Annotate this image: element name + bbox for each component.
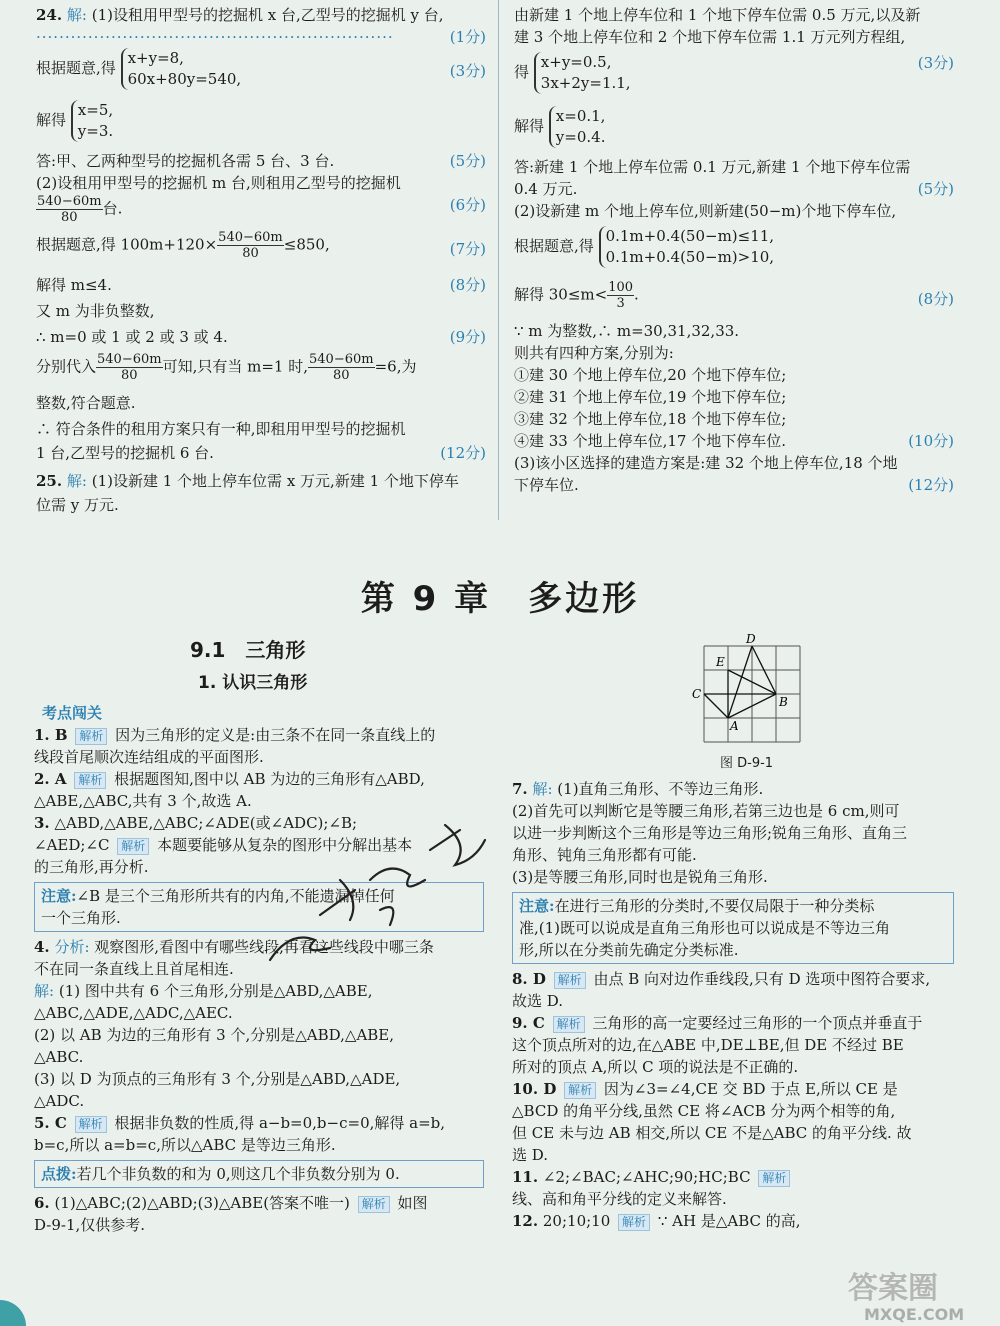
- q25-text: (3)该小区选择的建造方案是:建 32 个地上停车位,18 个地: [514, 454, 898, 472]
- equation: 3x+2y=1.1,: [540, 74, 631, 92]
- q24-answer-1: [36, 150, 486, 172]
- answer-24-column: [36, 4, 486, 516]
- column-divider: [498, 0, 499, 520]
- q25-r2: [514, 26, 954, 48]
- q24-text: 解得 m≤4.: [36, 276, 112, 294]
- q7-text: (2)首先可以判断它是等腰三角形,若第三边也是 6 cm,则可: [512, 802, 900, 820]
- denominator: 80: [333, 368, 350, 383]
- q11: [512, 1166, 954, 1188]
- q24-score: (1分): [449, 28, 486, 46]
- q7-line-3: [512, 822, 954, 844]
- q25-label: 解得: [514, 117, 545, 135]
- q3-text: 本题要能够从复杂的图形中分解出基本: [157, 836, 413, 854]
- q24-system-1: [36, 48, 486, 94]
- note-text: ∠B 是三个三角形所共有的内角,不能遗漏掉任何: [76, 887, 395, 905]
- q5-text: b=c,所以 a=b=c,所以△ABC 是等边三角形.: [34, 1136, 336, 1154]
- q24-score-row: [36, 26, 486, 48]
- numerator: 100: [608, 280, 634, 295]
- figure-d-9-1: [686, 632, 804, 752]
- equation: y=0.4.: [555, 128, 606, 146]
- q1: [34, 724, 484, 746]
- q25-r15: [514, 430, 954, 452]
- equation-system: [71, 100, 113, 142]
- q25-r13: [514, 386, 954, 408]
- q24-conclusion-2: [36, 442, 486, 464]
- q7-text: (1)直角三角形、不等边三角形.: [557, 780, 764, 798]
- q24-text: 分别代入: [36, 357, 97, 376]
- q11-text: 线、高和角平分线的定义来解答.: [512, 1190, 727, 1208]
- q5-number: 5. C: [34, 1114, 67, 1132]
- q10: [512, 1078, 954, 1100]
- q25-r7: [514, 200, 954, 222]
- q24-solve: [36, 274, 486, 296]
- q24-text: (1)设租用甲型号的挖掘机 x 台,乙型号的挖掘机 y 台,: [91, 6, 444, 24]
- q9-text: 所对的顶点 A,所以 C 项的说法是不正确的.: [512, 1058, 799, 1076]
- q24-score: (12分): [440, 444, 486, 462]
- analysis-badge: 解析: [358, 1196, 390, 1213]
- q24-text: 答:甲、乙两种型号的挖掘机各需 5 台、3 台.: [36, 152, 335, 170]
- q7-text: 以进一步判断这个三角形是等边三角形;锐角三角形、直角三: [512, 824, 908, 842]
- q24-part-2: [36, 172, 486, 194]
- q24-score: (6分): [449, 196, 486, 214]
- equation-system: [534, 52, 631, 94]
- q24-fraction-row: [36, 194, 486, 230]
- analysis-badge: 解析: [117, 838, 149, 855]
- chapter-title: 第 9 章 多边形: [360, 579, 640, 619]
- q24-text: 台.: [102, 199, 123, 218]
- page-corner-decoration: [0, 1300, 26, 1326]
- q7-text: (3)是等腰三角形,同时也是锐角三角形.: [512, 868, 768, 886]
- q24-score: (9分): [449, 328, 486, 346]
- q25-r11: [514, 342, 954, 364]
- equation: x+y=0.5,: [540, 53, 612, 71]
- q8-line-2: [512, 990, 954, 1012]
- numerator: 540−60m: [97, 352, 162, 367]
- q4-line-3: [34, 980, 484, 1002]
- q4-line-5: [34, 1024, 484, 1046]
- q3-text: 的三角形,再分析.: [34, 858, 149, 876]
- figure-triangles: [704, 646, 776, 718]
- q3-number: 3.: [34, 814, 50, 832]
- numerator: 540−60m: [37, 194, 102, 209]
- q24-text: =6,为: [374, 357, 417, 376]
- fig-label-d: D: [746, 632, 756, 646]
- q8-text: 故选 D.: [512, 992, 564, 1010]
- q25-score: (3分): [917, 54, 954, 72]
- fraction: [607, 280, 634, 311]
- q24-condition: [36, 300, 486, 322]
- q25-r1: [514, 4, 954, 26]
- q24-text: 可知,只有当 m=1 时,: [162, 357, 309, 376]
- q24-system-2: [36, 100, 486, 150]
- note-box-2: [34, 1160, 484, 1188]
- note-label: 注意:: [519, 897, 555, 915]
- analysis-badge: 解析: [758, 1170, 790, 1187]
- answer-25-column: [514, 4, 954, 496]
- q4-number: 4.: [34, 938, 50, 956]
- q9-line-3: [512, 1056, 954, 1078]
- equation: 0.1m+0.4(50−m)≤11,: [605, 227, 775, 245]
- q11-text: ∠2;∠BAC;∠AHC;90;HC;BC: [542, 1168, 751, 1186]
- q25-text: 建 3 个地上停车位和 2 个地下停车位需 1.1 万元列方程组,: [514, 28, 906, 46]
- q24-conclusion-1: [36, 418, 486, 440]
- q12: [512, 1210, 954, 1232]
- note-label: 注意:: [41, 887, 77, 905]
- q10-text: 选 D.: [512, 1146, 549, 1164]
- site-watermark: [844, 1268, 994, 1324]
- subsection-title: 1. 认识三角形: [198, 673, 308, 693]
- denominator: 80: [242, 246, 259, 261]
- q25-text: ∵ m 为整数,∴ m=30,31,32,33.: [514, 322, 740, 340]
- numerator: 540−60m: [218, 230, 283, 245]
- analysis-badge: 解析: [554, 972, 586, 989]
- q25-text: 位需 y 万元.: [36, 496, 119, 514]
- q25-text: 由新建 1 个地上停车位和 1 个地下停车位需 0.5 万元,以及新: [514, 6, 921, 24]
- q1-number: 1. B: [34, 726, 68, 744]
- q3-text: ∠AED;∠C: [34, 836, 110, 854]
- q24-text: ∴ 符合条件的租用方案只有一种,即租用甲型号的挖掘机: [36, 420, 406, 438]
- note-text: 若几个非负数的和为 0,则这几个非负数分别为 0.: [76, 1165, 400, 1183]
- q5-line-2: [34, 1134, 484, 1156]
- q9: [512, 1012, 954, 1034]
- q25-text: ②建 31 个地上停车位,19 个地下停车位;: [514, 388, 787, 406]
- q10-text: 因为∠3=∠4,CE 交 BD 于点 E,所以 CE 是: [603, 1080, 898, 1098]
- q24-text: 根据题意,得 100m+120×: [36, 235, 218, 254]
- q24-score: (3分): [449, 62, 486, 80]
- note-box-3: [512, 892, 954, 964]
- q4-text: (1) 图中共有 6 个三角形,分别是△ABD,△ABE,: [58, 982, 373, 1000]
- q9-text: 三角形的高一定要经过三角形的一个顶点并垂直于: [592, 1014, 923, 1032]
- analysis-tag: 分析:: [54, 938, 90, 956]
- leader-dots: ······························································: [36, 28, 394, 46]
- q4-line-8: [34, 1090, 484, 1112]
- q24-text: ∴ m=0 或 1 或 2 或 3 或 4.: [36, 328, 228, 346]
- note-text: 形,所以在分类前先确定分类标准.: [519, 941, 739, 959]
- q25-line-2: [36, 494, 486, 516]
- q10-text: △BCD 的角平分线,虽然 CE 将∠ACB 分为两个相等的角,: [512, 1102, 896, 1120]
- q5: [34, 1112, 484, 1134]
- q25-system-3: [514, 226, 954, 272]
- watermark-logo-text: 答案圈: [848, 1271, 938, 1306]
- fraction: [36, 194, 103, 225]
- q8-text: 由点 B 向对边作垂线段,只有 D 选项中图符合要求,: [593, 970, 931, 988]
- q6-number: 6.: [34, 1194, 50, 1212]
- q8-number: 8. D: [512, 970, 546, 988]
- q25-text: ①建 30 个地上停车位,20 个地下停车位;: [514, 366, 787, 384]
- q11-number: 11.: [512, 1168, 539, 1186]
- q25-text: 答:新建 1 个地上停车位需 0.1 万元,新建 1 个地下停车位需: [514, 158, 911, 176]
- fraction: [308, 352, 375, 383]
- answers-left-column: [34, 724, 484, 1236]
- equation-system: [121, 48, 242, 90]
- fig-label-b: B: [779, 695, 788, 709]
- q24-score: (8分): [449, 276, 486, 294]
- q24-text: 又 m 为非负整数,: [36, 302, 155, 320]
- q4-text: △ABC.: [34, 1048, 84, 1066]
- q11-line-2: [512, 1188, 954, 1210]
- analysis-badge: 解析: [618, 1214, 650, 1231]
- q25-r9: [514, 280, 954, 320]
- q1-text: 因为三角形的定义是:由三条不在同一条直线上的: [115, 726, 436, 744]
- q4-text: △ABC,△ADE,△ADC,△AEC.: [34, 1004, 233, 1022]
- q25-score: (12分): [908, 476, 954, 494]
- q25-number: 25.: [36, 472, 63, 490]
- figure-caption: 图 D-9-1: [720, 756, 774, 771]
- denominator: 80: [61, 210, 78, 225]
- q25-r10: [514, 320, 954, 342]
- q24-number: 24.: [36, 6, 63, 24]
- q4-text: 不在同一条直线上且首尾相连.: [34, 960, 234, 978]
- q4-line-6: [34, 1046, 484, 1068]
- q7-line-5: [512, 866, 954, 888]
- q10-line-3: [512, 1122, 954, 1144]
- q6-text: 如图: [397, 1194, 428, 1212]
- q2: [34, 768, 484, 790]
- q24-values: [36, 326, 486, 348]
- q4-text: 观察图形,看图中有哪些线段,再看这些线段中哪三条: [94, 938, 434, 956]
- q24-text: 整数,符合题意.: [36, 394, 136, 412]
- q2-text: 根据题图知,图中以 AB 为边的三角形有△ABD,: [114, 770, 425, 788]
- q25-r14: [514, 408, 954, 430]
- q24-line-1: [36, 4, 486, 26]
- q25-r12: [514, 364, 954, 386]
- fig-label-c: C: [692, 687, 702, 701]
- q25-label: 得: [514, 63, 530, 81]
- q25-score: (10分): [908, 432, 954, 450]
- q25-text: ③建 32 个地上停车位,18 个地下停车位;: [514, 410, 787, 428]
- practice-heading: 考点闯关: [42, 704, 103, 722]
- q24-text: (2)设租用甲型号的挖掘机 m 台,则租用乙型号的挖掘机: [36, 174, 401, 192]
- q25-score: (5分): [917, 180, 954, 198]
- q12-number: 12.: [512, 1212, 539, 1230]
- q10-number: 10. D: [512, 1080, 557, 1098]
- analysis-badge: 解析: [74, 772, 106, 789]
- analysis-badge: 解析: [75, 728, 107, 745]
- q2-line-2: [34, 790, 484, 812]
- q24-solution-tag: 解:: [66, 6, 87, 24]
- q25-r6: [514, 178, 954, 200]
- q7-line-4: [512, 844, 954, 866]
- q24-text: ≤850,: [283, 235, 330, 254]
- q24-score: (7分): [449, 240, 486, 258]
- solution-tag: 解:: [532, 780, 553, 798]
- q24-inequality: [36, 230, 486, 270]
- q25-start: [36, 470, 486, 492]
- q9-line-2: [512, 1034, 954, 1056]
- solution-tag: 解:: [34, 982, 55, 1000]
- equation: x=0.1,: [555, 107, 606, 125]
- q24-text: 1 台,乙型号的挖掘机 6 台.: [36, 444, 214, 462]
- equation-system: [599, 226, 775, 268]
- q25-score: (8分): [917, 290, 954, 308]
- q24-label: 根据题意,得: [36, 59, 116, 77]
- analysis-badge: 解析: [75, 1116, 107, 1133]
- q25-label: 根据题意,得: [514, 237, 594, 255]
- q6: [34, 1192, 484, 1214]
- equation: x+y=8,: [127, 49, 184, 67]
- q6-line-2: [34, 1214, 484, 1236]
- fig-label-a: A: [730, 719, 739, 733]
- q6-text: D-9-1,仅供参考.: [34, 1216, 146, 1234]
- numerator: 540−60m: [309, 352, 374, 367]
- fig-label-e: E: [716, 655, 725, 669]
- watermark-url: MXQE.COM: [864, 1305, 965, 1324]
- q9-text: 这个顶点所对的边,在△ABE 中,DE⊥BE,但 DE 不经过 BE: [512, 1036, 904, 1054]
- q9-number: 9. C: [512, 1014, 545, 1032]
- q24-integer: [36, 392, 486, 414]
- analysis-badge: 解析: [564, 1082, 596, 1099]
- q25-text: ④建 33 个地上停车位,17 个地下停车位.: [514, 432, 787, 450]
- denominator: 80: [121, 368, 138, 383]
- equation: y=3.: [77, 122, 114, 140]
- q7-text: 角形、钝角三角形都有可能.: [512, 846, 697, 864]
- q4-text: (2) 以 AB 为边的三角形有 3 个,分别是△ABD,△ABE,: [34, 1026, 395, 1044]
- note-text: 准,(1)既可以说成是直角三角形也可以说成是不等边三角: [519, 919, 891, 937]
- q4-line-7: [34, 1068, 484, 1090]
- note-text: 在进行三角形的分类时,不要仅局限于一种分类标: [554, 897, 875, 915]
- q25-text: .: [634, 285, 639, 304]
- q1-text: 线段首尾顺次连结组成的平面图形.: [34, 748, 264, 766]
- section-title: 9.1 三角形: [190, 638, 306, 662]
- q2-text: △ABE,△ABC,共有 3 个,故选 A.: [34, 792, 252, 810]
- q4-line-4: [34, 1002, 484, 1024]
- q6-text: (1)△ABC;(2)△ABD;(3)△ABE(答案不唯一): [54, 1194, 350, 1212]
- equation-system: [549, 106, 606, 148]
- equation: 60x+80y=540,: [127, 70, 242, 88]
- q25-r16: [514, 452, 954, 474]
- answers-right-column: [512, 778, 954, 1232]
- equation: x=5,: [77, 101, 114, 119]
- q7: [512, 778, 954, 800]
- q8: [512, 968, 954, 990]
- analysis-badge: 解析: [553, 1016, 585, 1033]
- q25-text: 下停车位.: [514, 476, 579, 494]
- q24-score: (5分): [449, 152, 486, 170]
- q25-text: (1)设新建 1 个地上停车位需 x 万元,新建 1 个地下停车: [91, 472, 459, 490]
- q25-text: 则共有四种方案,分别为:: [514, 344, 674, 362]
- q12-text: 20;10;10: [542, 1212, 611, 1230]
- note-text: 一个三角形.: [41, 909, 121, 927]
- q25-text: (2)设新建 m 个地上停车位,则新建(50−m)个地下停车位,: [514, 202, 897, 220]
- q10-text: 但 CE 未与边 AB 相交,所以 CE 不是△ABC 的角平分线. 故: [512, 1124, 912, 1142]
- q4-text: △ADC.: [34, 1092, 85, 1110]
- denominator: 3: [616, 296, 625, 311]
- q25-system-1: [514, 52, 954, 98]
- q25-solution-tag: 解:: [66, 472, 87, 490]
- handwritten-scribble: [260, 820, 490, 980]
- q4-text: (3) 以 D 为顶点的三角形有 3 个,分别是△ABD,△ADE,: [34, 1070, 401, 1088]
- fraction: [96, 352, 163, 383]
- q5-text: 根据非负数的性质,得 a−b=0,b−c=0,解得 a=b,: [114, 1114, 446, 1132]
- q24-substitute: [36, 352, 486, 392]
- q10-line-2: [512, 1100, 954, 1122]
- q25-r5: [514, 156, 954, 178]
- q3-text: △ABD,△ABE,△ABC;∠ADE(或∠ADC);∠B;: [54, 814, 358, 832]
- q7-number: 7.: [512, 780, 528, 798]
- q25-system-2: [514, 106, 954, 156]
- q25-r17: [514, 474, 954, 496]
- q25-text: 0.4 万元.: [514, 180, 578, 198]
- q1-line-2: [34, 746, 484, 768]
- q12-text: ∵ AH 是△ABC 的高,: [657, 1212, 801, 1230]
- q7-line-2: [512, 800, 954, 822]
- equation: 0.1m+0.4(50−m)>10,: [605, 248, 775, 266]
- q24-label: 解得: [36, 111, 67, 129]
- q25-text: 解得 30≤m<: [514, 285, 608, 304]
- q2-number: 2. A: [34, 770, 67, 788]
- fraction: [217, 230, 284, 261]
- q10-line-4: [512, 1144, 954, 1166]
- note-label: 点拨:: [41, 1165, 77, 1183]
